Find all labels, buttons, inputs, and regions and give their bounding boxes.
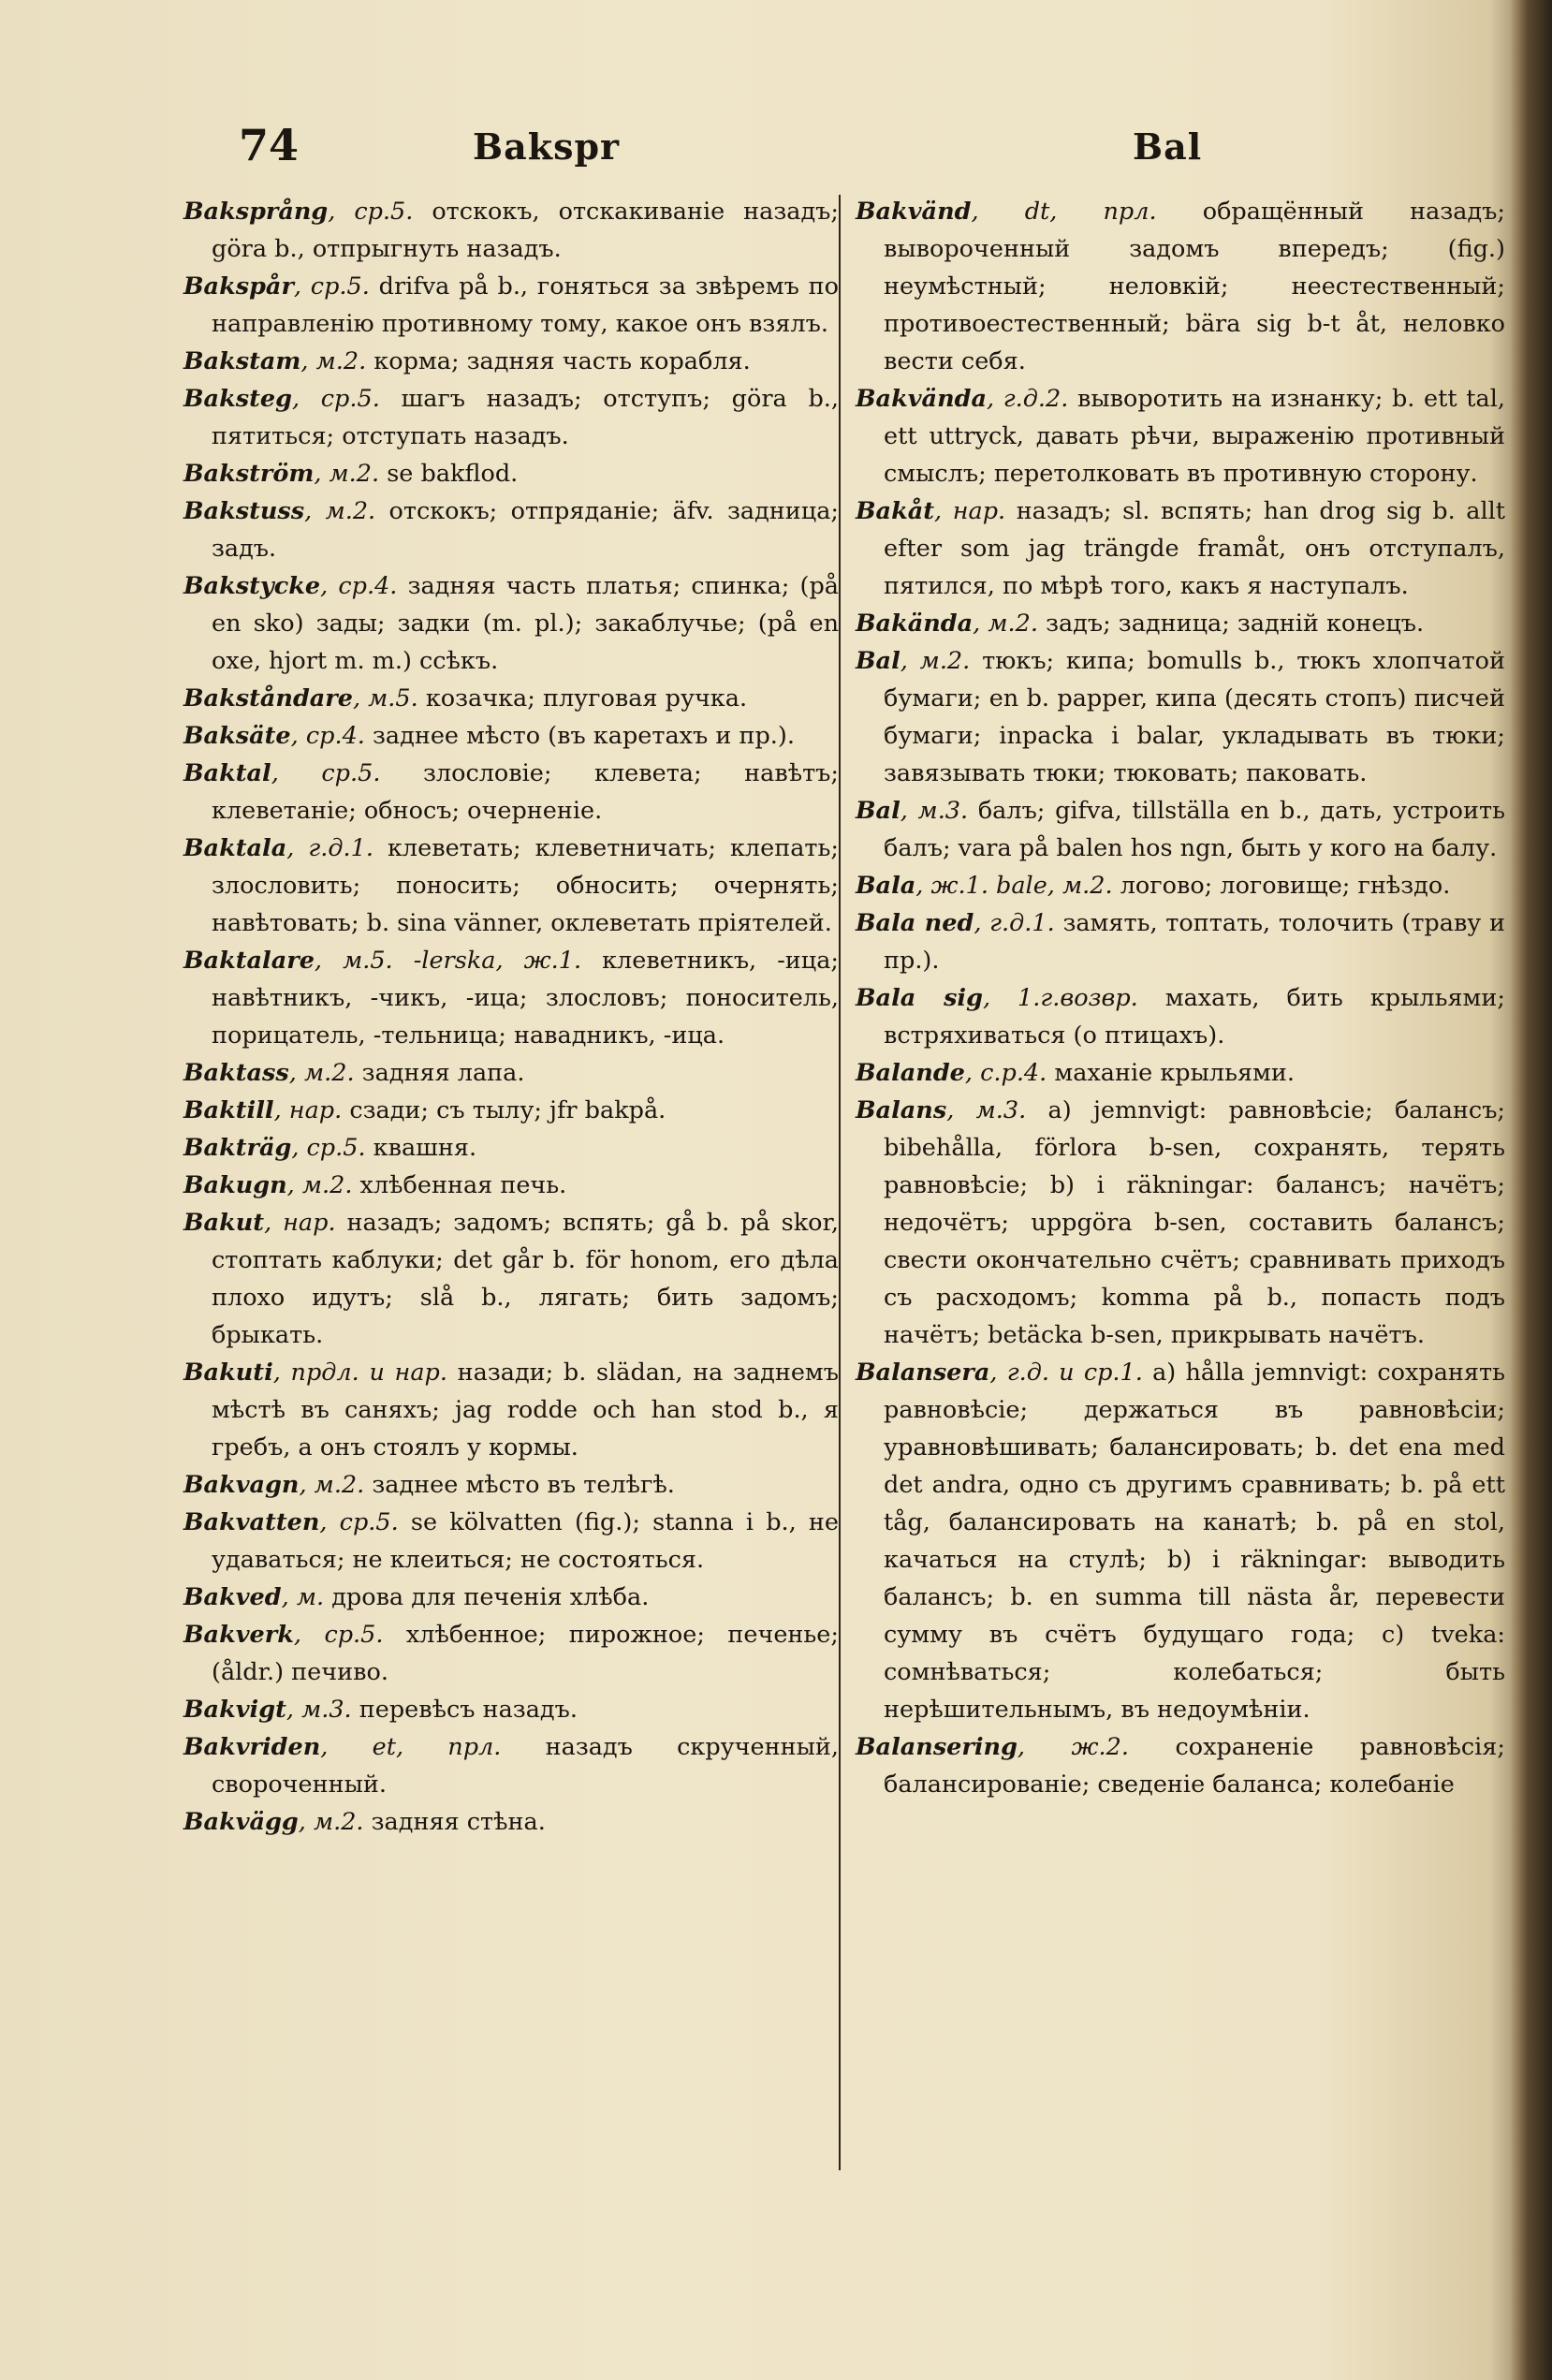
dictionary-entry: [856, 492, 1505, 605]
entry-definition: балъ; gifva, tillställa en b., дать, устроить балъ; vara på balen hos ngn, быть у кого на балу.: [884, 797, 1505, 862]
dictionary-entry: [856, 380, 1505, 492]
entry-definition: перевѣсъ назадъ.: [351, 1696, 578, 1724]
entry-headword: Bakända: [856, 610, 974, 638]
entry-grammar: , ср.5.: [291, 1134, 366, 1162]
entry-grammar: , г.д. и ср.1.: [989, 1359, 1143, 1387]
entry-headword: Bakstycke: [183, 572, 321, 600]
entry-definition: заднее мѣсто (въ каретахъ и пр.).: [364, 722, 795, 750]
entry-grammar: , м.5. -lerska, ж.1.: [314, 947, 582, 975]
entry-grammar: , ср.5.: [293, 1621, 384, 1649]
dictionary-entry: [183, 1092, 839, 1129]
dictionary-entry: [183, 1466, 839, 1504]
entry-headword: Baksäte: [183, 722, 291, 750]
entry-headword: Bakvigt: [183, 1696, 286, 1724]
entry-grammar: , м.2.: [304, 497, 376, 525]
dictionary-entry: [183, 717, 839, 755]
entry-definition: маханіе крыльями.: [1047, 1059, 1295, 1087]
dictionary-entry: [183, 1579, 839, 1616]
entry-definition: хлѣбенная печь.: [352, 1171, 567, 1199]
entry-definition: тюкъ; кипа; bomulls b., тюкъ хлопчатой бумаги; en b. papper, кипа (десять стопъ) писчей бумаги; inpacka i balar, укладывать въ тюки; завязывать тюки; тюковать; паковать.: [884, 647, 1506, 787]
right-column: [856, 193, 1505, 1803]
entry-definition: махать, бить крыльями; встряхиваться (о птицахъ).: [884, 984, 1505, 1050]
dictionary-entry: [856, 792, 1505, 867]
entry-headword: Bakstam: [183, 347, 301, 375]
dictionary-entry: [183, 755, 839, 830]
dictionary-entry: [183, 567, 839, 680]
entry-grammar: , с.р.4.: [964, 1059, 1047, 1087]
entry-headword: Bala ned: [856, 909, 974, 937]
entry-headword: Bakståndare: [183, 684, 353, 713]
entry-grammar: , м.2.: [286, 1171, 353, 1199]
entry-definition: a) jemnvigt: равновѣсіе; балансъ; bibehålla, förlora b-sen, сохранять, терять равновѣсіе; b) i räkningar: балансъ; начётъ; недочётъ; uppgöra b-sen, составить балансъ; свести окончательно счётъ; сравнивать приходъ съ расходомъ; komma på b., попасть подъ начётъ; betäcka b-sen, прикрывать начётъ.: [884, 1096, 1506, 1349]
entry-headword: Bakvatten: [183, 1508, 320, 1536]
entry-definition: назадъ; sl. вспять; han drog sig b. allt efter som jag trängde framåt, онъ отступалъ, пятился, по мѣрѣ того, какъ я наступалъ.: [884, 497, 1505, 600]
entry-headword: Bakvägg: [183, 1808, 299, 1836]
dictionary-entry: [183, 193, 839, 268]
dictionary-entry: [183, 455, 839, 492]
entry-headword: Bakträg: [183, 1134, 292, 1162]
entry-headword: Baktalare: [183, 947, 315, 975]
dictionary-entry: [856, 867, 1505, 904]
entry-grammar: , м.2.: [288, 1059, 355, 1087]
entry-headword: Balansering: [856, 1733, 1018, 1761]
entry-headword: Balande: [856, 1059, 965, 1087]
entry-definition: корма; задняя часть корабля.: [366, 347, 751, 375]
entry-definition: злословіе; клевета; навѣтъ; клеветаніе; обносъ; очерненіе.: [212, 759, 839, 825]
entry-headword: Bakström: [183, 460, 315, 488]
entry-grammar: , нар.: [273, 1096, 343, 1124]
entry-grammar: , et, прл.: [320, 1733, 502, 1761]
entry-definition: отскокъ, отскакиваніе назадъ; göra b., отпрыгнуть назадъ.: [212, 198, 839, 263]
entry-definition: drifva på b., гоняться за звѣремъ по направленію противному тому, какое онъ взялъ.: [212, 272, 839, 338]
entry-grammar: , прдл. и нар.: [272, 1359, 447, 1387]
dictionary-entry: [183, 1167, 839, 1204]
entry-headword: Bakved: [183, 1583, 282, 1611]
entry-headword: Bal: [856, 647, 900, 675]
entry-definition: назадъ скрученный, свороченный.: [212, 1733, 839, 1799]
entry-definition: дрова для печенія хлѣба.: [324, 1583, 650, 1611]
entry-headword: Baktala: [183, 834, 287, 862]
dictionary-entry: [183, 1504, 839, 1579]
dictionary-entry: [183, 942, 839, 1054]
dictionary-entry: [856, 1728, 1505, 1803]
entry-definition: логово; логовище; гнѣздо.: [1112, 872, 1451, 900]
dictionary-entry: [856, 605, 1505, 642]
entry-definition: отскокъ; отпряданіе; äfv. задница; задъ.: [212, 497, 839, 563]
dictionary-entry: [183, 343, 839, 380]
entry-grammar: , м.3.: [900, 797, 969, 825]
entry-grammar: , м.2.: [300, 347, 367, 375]
book-spine-shadow: [1511, 0, 1552, 2380]
dictionary-entry: [183, 680, 839, 717]
dictionary-entry: [183, 1616, 839, 1691]
entry-definition: обращённый назадъ; вывороченный задомъ впередъ; (fig.) неумѣстный; неловкій; неестественный; противоестественный; bära sig b-t åt, неловко вести себя.: [884, 198, 1505, 375]
entry-headword: Baktal: [183, 759, 271, 787]
column-rule: [839, 195, 841, 2170]
entry-headword: Bala sig: [856, 984, 983, 1012]
entry-definition: задняя часть платья; спинка; (på en sko) зады; задки (m. pl.); закаблучье; (på en oxe, hjort m. m.) ссѣкъ.: [212, 572, 839, 675]
entry-grammar: , г.д.1.: [286, 834, 373, 862]
entry-grammar: , нар.: [934, 497, 1006, 525]
guide-word-right: Bal: [1133, 125, 1203, 168]
entry-headword: Baksprång: [183, 198, 329, 226]
entry-definition: назади; b. slädan, на заднемъ мѣстѣ въ саняхъ; jag rodde och han stod b., я гребъ, а онъ стоялъ у кормы.: [212, 1359, 839, 1462]
entry-grammar: , м.2.: [299, 1471, 365, 1499]
entry-grammar: , ср.5.: [291, 385, 380, 413]
entry-definition: квашня.: [365, 1134, 477, 1162]
entry-grammar: , ср.5.: [271, 759, 381, 787]
dictionary-entry: [183, 268, 839, 343]
entry-headword: Bakvagn: [183, 1471, 300, 1499]
guide-word-left: Bakspr: [473, 125, 621, 168]
page-number: 74: [239, 120, 300, 170]
entry-definition: клеветать; клеветничать; клепать; злословить; поносить; обносить; очернять; навѣтовать; b. sina vänner, оклеветать пріятелей.: [212, 834, 839, 937]
entry-grammar: , м.2.: [314, 460, 380, 488]
entry-headword: Bal: [856, 797, 900, 825]
entry-headword: Bakstuss: [183, 497, 305, 525]
entry-headword: Bakvriden: [183, 1733, 321, 1761]
entry-headword: Baktass: [183, 1059, 289, 1087]
entry-headword: Bakuti: [183, 1359, 273, 1387]
entry-grammar: , м.2.: [298, 1808, 364, 1836]
entry-headword: Bakverk: [183, 1621, 294, 1649]
entry-definition: a) hålla jemnvigt: сохранять равновѣсіе; держаться въ равновѣсіи; уравновѣшивать; балансировать; b. det ena med det andra, одно съ другимъ сравнивать; b. på ett tåg, балансировать на канатѣ; b. på en stol, качаться на стулѣ; b) i räkningar: выводить балансъ; b. en summa till nästa år, перевести сумму въ счётъ будущаго года; c) tveka: сомнѣваться; колебаться; быть нерѣшительнымъ, въ недоумѣніи.: [884, 1359, 1505, 1724]
dictionary-entry: [856, 904, 1505, 979]
entry-grammar: , м.2.: [973, 610, 1038, 638]
entry-grammar: , м.: [281, 1583, 325, 1611]
entry-headword: Bakvänd: [856, 198, 972, 226]
entry-grammar: , ср.4.: [290, 722, 365, 750]
entry-definition: задняя лапа.: [354, 1059, 525, 1087]
entry-grammar: , г.д.2.: [986, 385, 1069, 413]
entry-definition: хлѣбенное; пирожное; печенье; (åldr.) печиво.: [212, 1621, 839, 1686]
entry-definition: назадъ; задомъ; вспять; gå b. på skor, стоптать каблуки; det går b. för honom, его дѣла плохо идутъ; slå b., лягать; бить задомъ; брыкать.: [212, 1209, 839, 1349]
entry-definition: шагъ назадъ; отступъ; göra b., пятиться; отступать назадъ.: [212, 385, 839, 450]
entry-grammar: , м.3.: [286, 1696, 352, 1724]
entry-grammar: , ж.2.: [1017, 1733, 1129, 1761]
entry-headword: Bakvända: [856, 385, 987, 413]
dictionary-entry: [856, 979, 1505, 1054]
entry-definition: se kölvatten (fig.); stanna i b., не удаваться; не клеиться; не состояться.: [212, 1508, 839, 1574]
running-header: [0, 120, 1516, 185]
entry-definition: козачка; плуговая ручка.: [417, 684, 748, 713]
entry-headword: Balansera: [856, 1359, 990, 1387]
dictionary-entry: [183, 1728, 839, 1803]
dictionary-entry: [183, 830, 839, 942]
entry-definition: клеветникъ, -ица; навѣтникъ, -чикъ, -ица; злословъ; поноситель, порицатель, -тельница; навадникъ, -ица.: [212, 947, 839, 1050]
entry-grammar: , ср.5.: [319, 1508, 399, 1536]
entry-headword: Bakspår: [183, 272, 294, 301]
entry-grammar: , ср.5.: [328, 198, 414, 226]
entry-grammar: , ж.1. bale, м.2.: [915, 872, 1113, 900]
entry-definition: заднее мѣсто въ телѣгѣ.: [364, 1471, 675, 1499]
entry-grammar: , ср.4.: [320, 572, 398, 600]
entry-definition: задняя стѣна.: [363, 1808, 546, 1836]
dictionary-entry: [183, 380, 839, 455]
entry-headword: Bala: [856, 872, 916, 900]
dictionary-entry: [856, 642, 1505, 792]
dictionary-entry: [183, 1803, 839, 1841]
dictionary-entry: [183, 1129, 839, 1167]
entry-headword: Baksteg: [183, 385, 292, 413]
entry-definition: замять, топтать, толочить (траву и пр.).: [884, 909, 1505, 975]
entry-headword: Baktill: [183, 1096, 274, 1124]
entry-definition: выворотить на изнанку; b. ett tal, ett uttryck, давать рѣчи, выраженію противный смыслъ; перетолковать въ противную сторону.: [884, 385, 1505, 488]
entry-grammar: , м.5.: [352, 684, 418, 713]
dictionary-entry: [856, 193, 1505, 380]
entry-grammar: , м.3.: [946, 1096, 1027, 1124]
entry-definition: сохраненіе равновѣсія; балансированіе; сведеніе баланса; колебаніе: [884, 1733, 1505, 1799]
dictionary-entry: [183, 1691, 839, 1728]
entry-definition: сзади; съ тылу; jfr bakpå.: [342, 1096, 666, 1124]
entry-headword: Bakåt: [856, 497, 935, 525]
entry-grammar: , ср.5.: [293, 272, 370, 301]
entry-headword: Bakut: [183, 1209, 265, 1237]
dictionary-entry: [183, 1354, 839, 1466]
entry-headword: Bakugn: [183, 1171, 287, 1199]
dictionary-entry: [183, 1054, 839, 1092]
entry-definition: задъ; задница; задній конецъ.: [1037, 610, 1425, 638]
entry-headword: Balans: [856, 1096, 947, 1124]
dictionary-entry: [183, 492, 839, 567]
dictionary-entry: [183, 1204, 839, 1354]
entry-grammar: , 1.г.возвр.: [982, 984, 1138, 1012]
entry-grammar: , м.2.: [900, 647, 971, 675]
dictionary-entry: [856, 1092, 1505, 1354]
left-column: [183, 193, 839, 1841]
entry-definition: se bakflod.: [379, 460, 519, 488]
dictionary-entry: [856, 1354, 1505, 1728]
entry-grammar: , г.д.1.: [974, 909, 1055, 937]
dictionary-entry: [856, 1054, 1505, 1092]
entry-grammar: , нар.: [264, 1209, 336, 1237]
entry-grammar: , dt, прл.: [971, 198, 1157, 226]
